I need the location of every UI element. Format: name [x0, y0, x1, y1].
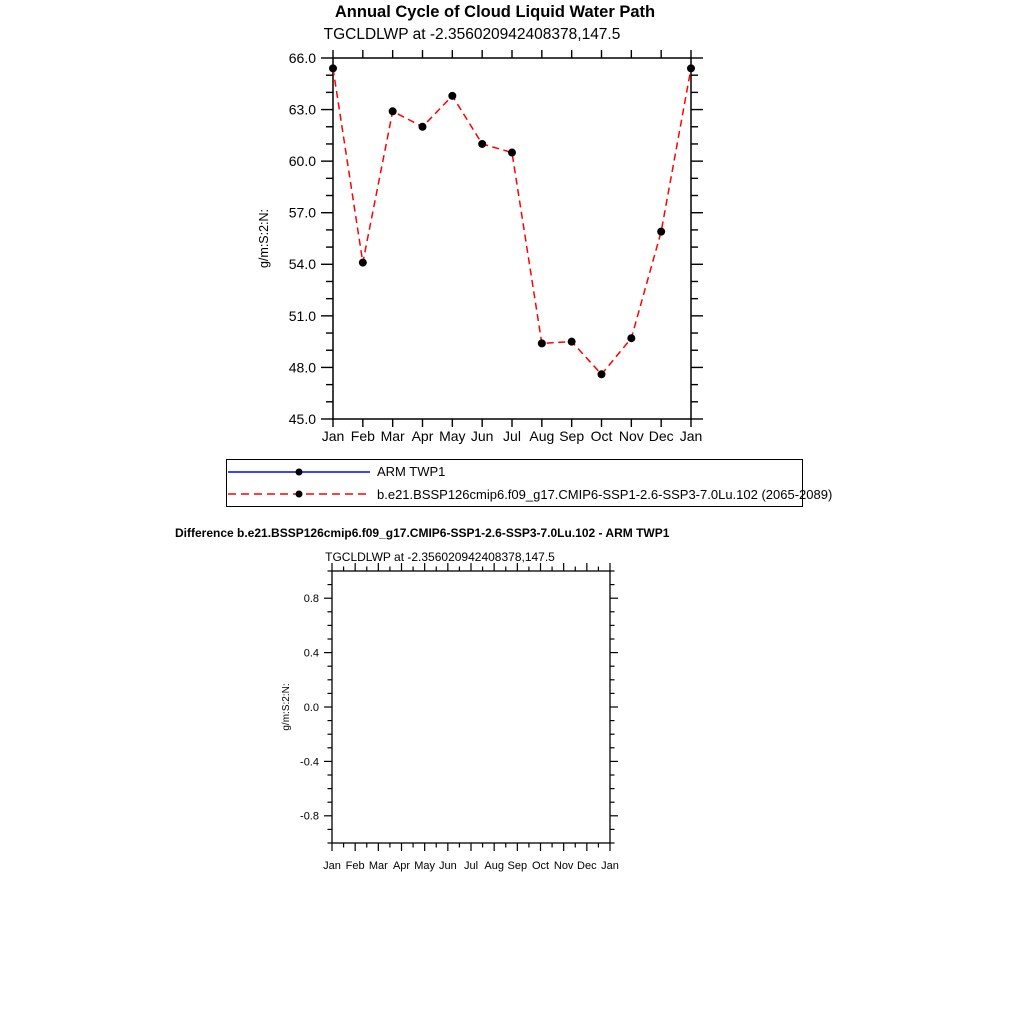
x-tick-label: Jan [323, 860, 341, 872]
y-axis [289, 50, 703, 427]
y-axis-label: g/m:S:2:N: [257, 208, 271, 269]
x-axis [322, 50, 703, 444]
x-tick-label: Aug [484, 860, 504, 872]
data-point-marker [478, 140, 486, 148]
y-tick-label: -0.8 [300, 810, 319, 823]
data-point-marker [657, 228, 665, 236]
data-point-marker [329, 64, 337, 72]
x-tick-label: Nov [553, 860, 574, 872]
data-point-marker [598, 370, 606, 378]
x-tick-label: Apr [392, 860, 411, 872]
x-tick-label: Oct [590, 428, 613, 444]
x-tick-label: May [414, 860, 436, 872]
y-tick-label: 0.4 [303, 647, 319, 660]
data-point-marker [419, 123, 427, 131]
x-tick-label: Aug [529, 428, 555, 444]
x-tick-label: Sep [559, 428, 585, 444]
y-tick-label: 0.0 [303, 701, 319, 714]
series-line [333, 68, 691, 374]
x-tick-label: Apr [411, 428, 434, 444]
x-tick-label: Mar [380, 428, 405, 444]
legend-row [227, 461, 802, 483]
legend-line-sample-model [227, 485, 373, 503]
y-tick-label: 54.0 [288, 256, 316, 273]
data-point-marker [627, 334, 635, 342]
y-tick-label: 0.8 [303, 593, 319, 606]
top-chart-title: Annual Cycle of Cloud Liquid Water Path [334, 3, 656, 21]
annual-cycle-chart [250, 45, 810, 457]
y-tick-label: 63.0 [288, 101, 316, 118]
legend-label-model: b.e21.BSSP126cmip6.f09_g17.CMIP6-SSP1-2.6-SSP3-7.0Lu.102 (2065-2089) [377, 486, 833, 502]
x-tick-label: Sep [507, 860, 528, 872]
series-model [329, 64, 695, 378]
x-tick-label: Jan [601, 860, 619, 872]
diff-chart-subtitle: TGCLDLWP at -2.356020942408378,147.5 [325, 550, 555, 564]
x-tick-label: Oct [531, 860, 550, 872]
y-axis [300, 571, 618, 843]
difference-chart [250, 555, 670, 885]
legend-line-sample-obs [227, 463, 373, 481]
y-axis-label: g/m:S:2:N: [281, 683, 292, 731]
legend-box [226, 459, 833, 507]
y-tick-label: 60.0 [288, 153, 316, 170]
x-tick-label: Jun [470, 428, 494, 444]
x-tick-label: Dec [577, 860, 597, 872]
x-tick-label: Nov [618, 428, 644, 444]
diff-chart-title: Difference b.e21.BSSP126cmip6.f09_g17.CMIP6-SSP1-2.6-SSP3-7.0Lu.102 - ARM TWP1 [175, 526, 670, 540]
plot-frame [332, 571, 610, 843]
x-tick-label: Jul [463, 860, 479, 872]
x-axis [323, 563, 619, 872]
x-tick-label: Dec [648, 428, 674, 444]
legend-label-obs: ARM TWP1 [377, 464, 446, 480]
data-point-marker [359, 259, 367, 267]
data-point-marker [448, 92, 456, 100]
x-tick-label: Jun [438, 860, 457, 872]
legend-row [227, 483, 833, 505]
data-point-marker [538, 339, 546, 347]
top-chart-subtitle: TGCLDLWP at -2.356020942408378,147.5 [323, 26, 621, 43]
y-tick-label: -0.4 [300, 756, 319, 769]
x-tick-label: Mar [368, 860, 388, 872]
x-tick-label: Jan [679, 428, 703, 444]
y-tick-label: 48.0 [288, 359, 316, 376]
y-tick-label: 51.0 [288, 307, 316, 324]
y-tick-label: 45.0 [288, 410, 316, 427]
data-point-marker [389, 107, 397, 115]
y-tick-label: 57.0 [288, 204, 316, 221]
data-point-marker [508, 149, 516, 157]
y-tick-label: 66.0 [288, 49, 316, 66]
x-tick-label: May [439, 428, 466, 444]
plot-frame [333, 58, 691, 419]
x-tick-label: Feb [345, 860, 365, 872]
x-tick-label: Feb [350, 428, 375, 444]
data-point-marker [687, 64, 695, 72]
x-tick-label: Jul [503, 428, 521, 444]
x-tick-label: Jan [321, 428, 345, 444]
data-point-marker [568, 338, 576, 346]
